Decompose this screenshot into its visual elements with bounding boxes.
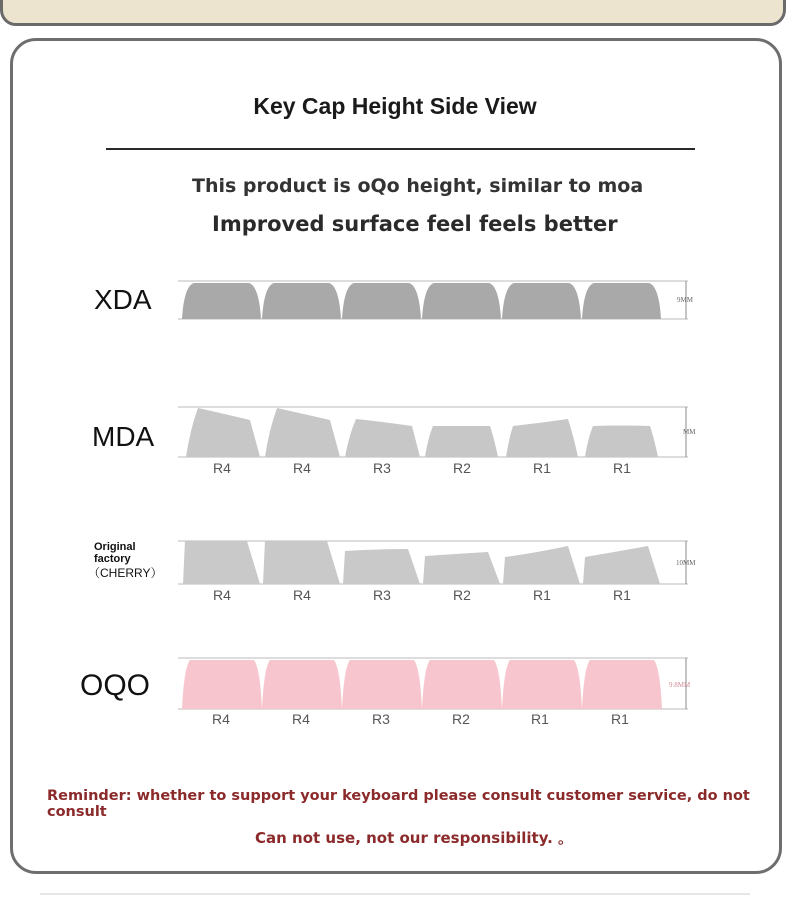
oqo-row xyxy=(178,658,691,727)
row-label: R3 xyxy=(373,460,391,476)
keycap-shape xyxy=(342,283,421,319)
profile-name-cherry-line1: Original xyxy=(94,541,136,553)
row-label: R1 xyxy=(611,711,629,727)
keycap-shape xyxy=(582,660,662,709)
keycap-shape xyxy=(423,552,500,584)
row-label: R2 xyxy=(452,711,470,727)
keycap-shape xyxy=(502,283,581,319)
keycap-shape xyxy=(582,283,661,319)
profile-name-oqo: OQO xyxy=(80,669,151,702)
keycap-shape xyxy=(262,283,341,319)
keycap-shape xyxy=(585,426,658,458)
keycap-shape xyxy=(345,419,420,457)
keycap-shape xyxy=(265,408,340,457)
row-label: R1 xyxy=(531,711,549,727)
row-label: R3 xyxy=(373,587,391,603)
keycap-shape xyxy=(182,660,262,709)
cherry-row xyxy=(178,541,696,603)
row-label: R2 xyxy=(453,460,471,476)
dimension-label: 9MM xyxy=(677,296,693,304)
profile-name-cherry-line2: factory xyxy=(94,553,131,565)
row-label: R4 xyxy=(213,587,231,603)
reminder-line-2: Can not use, not our responsibility. 。 xyxy=(255,829,574,847)
reminder-line-1: Reminder: whether to support your keyboard please consult customer service, do not consult xyxy=(47,788,750,820)
keycap-shape xyxy=(425,426,498,457)
keycap-shape xyxy=(342,660,422,709)
row-label: R1 xyxy=(533,460,551,476)
keycap-shape xyxy=(583,546,660,584)
keycap-shape xyxy=(182,283,261,319)
row-label: R4 xyxy=(213,460,231,476)
keycap-shape xyxy=(262,660,342,709)
xda-row xyxy=(178,281,694,319)
dimension-label: 10MM xyxy=(676,559,696,567)
profile-name-mda: MDA xyxy=(92,421,155,452)
subtitle-line-2: Improved surface feel feels better xyxy=(212,212,618,236)
profile-name-xda: XDA xyxy=(94,284,152,315)
row-label: R1 xyxy=(613,460,631,476)
keycap-shape xyxy=(343,549,420,584)
page-title: Key Cap Height Side View xyxy=(253,93,537,119)
subtitle-line-1: This product is oQo height, similar to moa xyxy=(192,175,644,197)
keycap-shape xyxy=(422,283,501,319)
keycap-shape xyxy=(183,541,260,584)
row-label: R1 xyxy=(613,587,631,603)
dimension-label: 9.8MM xyxy=(669,681,691,689)
dimension-label: MM xyxy=(683,428,696,436)
row-label: R2 xyxy=(453,587,471,603)
keycap-shape xyxy=(506,419,578,457)
profile-name-cherry-line3: （CHERRY） xyxy=(88,566,163,580)
keycap-shape xyxy=(186,408,260,457)
mda-row xyxy=(178,407,696,476)
row-label: R1 xyxy=(533,587,551,603)
keycap-shape xyxy=(263,541,340,584)
row-label: R4 xyxy=(212,711,230,727)
row-label: R4 xyxy=(292,711,310,727)
keycap-shape xyxy=(422,660,502,709)
row-label: R4 xyxy=(293,460,311,476)
keycap-shape xyxy=(502,660,582,709)
row-label: R3 xyxy=(372,711,390,727)
keycap-shape xyxy=(503,546,580,584)
row-label: R4 xyxy=(293,587,311,603)
